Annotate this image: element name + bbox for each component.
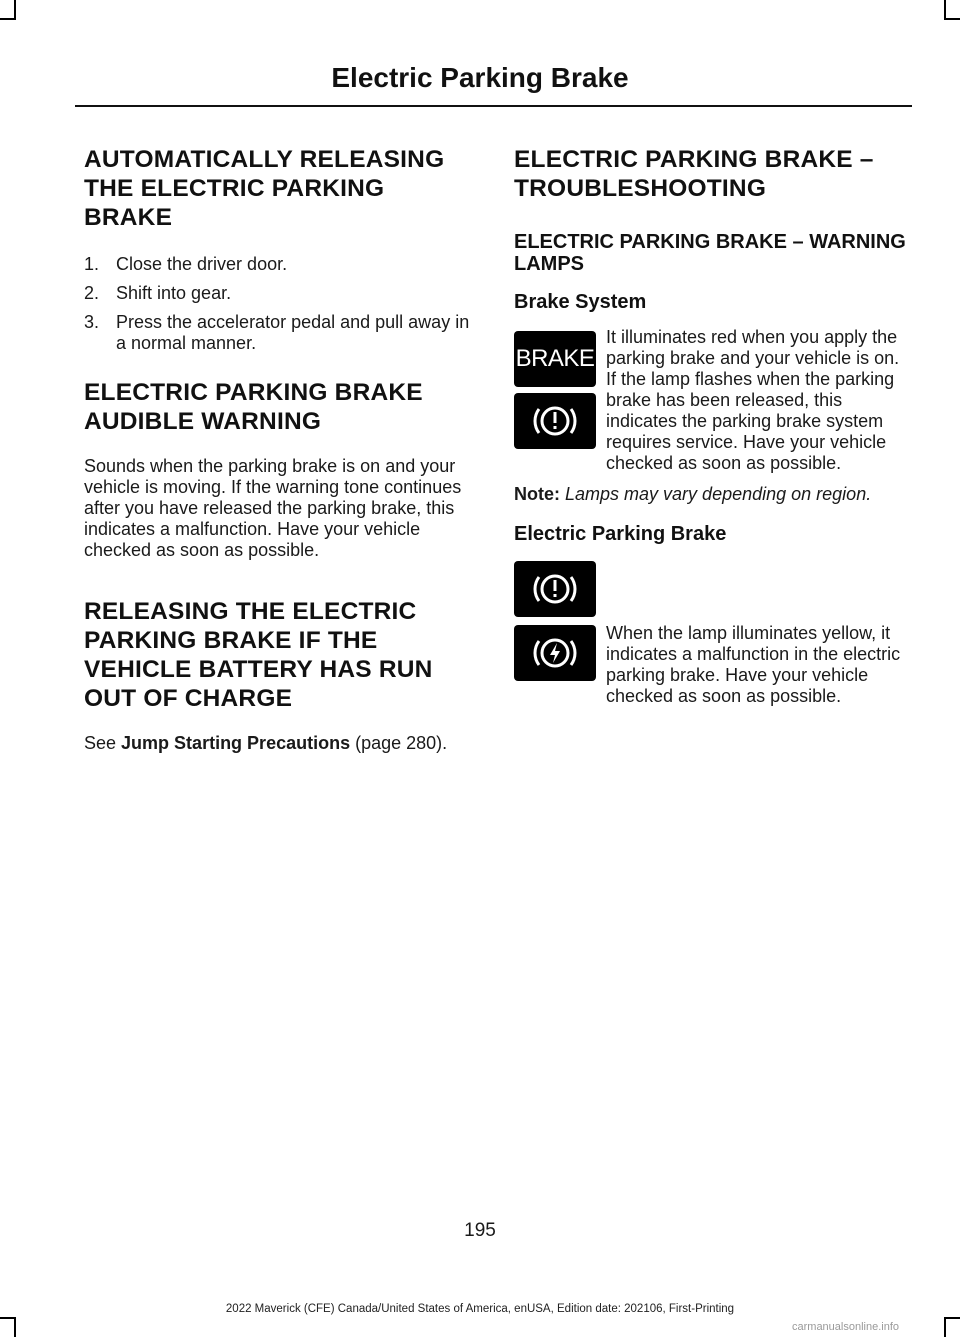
epb-lamp-icons <box>514 561 596 687</box>
watermark: carmanualsonline.info <box>792 1321 900 1333</box>
list-item: 3. Press the accelerator pedal and pull away in a normal manner. <box>84 312 470 353</box>
crop-mark <box>944 1317 960 1319</box>
header-divider <box>75 105 912 107</box>
brake-system-text: It illuminates red when you apply the parking brake and your vehicle is on. If the lamp flashes when the parking brake has been released, this indicates the parking brake system requires service. Have your vehicle checked as soon as possible. <box>606 327 900 473</box>
crop-mark <box>944 18 960 20</box>
section-heading-auto-release: AUTOMATICALLY RELEASING THE ELECTRIC PARKING BRAKE <box>84 146 445 231</box>
heading-brake-system: Brake System <box>514 291 647 313</box>
section-heading-audible-warning: ELECTRIC PARKING BRAKE AUDIBLE WARNING <box>84 379 423 435</box>
list-item: 2. Shift into gear. <box>84 283 232 303</box>
epb-text: When the lamp illuminates yellow, it indicates a malfunction in the electric parking brake. Have your vehicle checked as soon as possible. <box>606 623 901 706</box>
crop-mark <box>14 0 16 20</box>
audible-warning-text: Sounds when the parking brake is on and your vehicle is moving. If the warning tone continues after you have released the parking brake, this indicates a malfunction. Have your vehicle checked as soon as possible. <box>84 456 462 560</box>
subheading-warning-lamps: ELECTRIC PARKING BRAKE – WARNING LAMPS <box>514 231 906 275</box>
heading-electric-parking-brake: Electric Parking Brake <box>514 523 727 545</box>
jump-starting-link[interactable]: Jump Starting Precautions <box>121 733 351 753</box>
note: Note: Lamps may vary depending on region. <box>514 484 872 504</box>
crop-mark <box>944 0 946 20</box>
right-column <box>514 145 910 707</box>
section-heading-battery-release: RELEASING THE ELECTRIC PARKING BRAKE IF THE VEHICLE BATTERY HAS RUN OUT OF CHARGE <box>84 598 433 712</box>
section-heading-troubleshooting: ELECTRIC PARKING BRAKE – TROUBLESHOOTING <box>514 146 874 202</box>
crop-mark <box>0 18 16 20</box>
brake-system-block <box>514 327 910 474</box>
epb-malfunction-lamp-icon <box>514 625 596 681</box>
brake-warning-lamp-icon <box>514 561 596 617</box>
brake-warning-lamp-icon <box>514 393 596 449</box>
release-steps <box>84 254 476 354</box>
epb-block <box>514 561 910 707</box>
crop-mark <box>944 1317 946 1337</box>
brake-lamp-icons <box>514 331 596 455</box>
brake-text-lamp-icon: BRAKE <box>514 331 596 387</box>
page-title: Electric Parking Brake <box>331 62 629 93</box>
left-column <box>84 145 476 754</box>
page-number: 195 <box>464 1220 496 1241</box>
crop-mark <box>0 1317 16 1319</box>
crop-mark <box>14 1317 16 1337</box>
list-item: 1. Close the driver door. <box>84 254 288 274</box>
footer-edition: 2022 Maverick (CFE) Canada/United States of America, enUSA, Edition date: 202106, First-Printing <box>225 1303 735 1315</box>
battery-release-text: See Jump Starting Precautions (page 280). <box>84 733 448 753</box>
